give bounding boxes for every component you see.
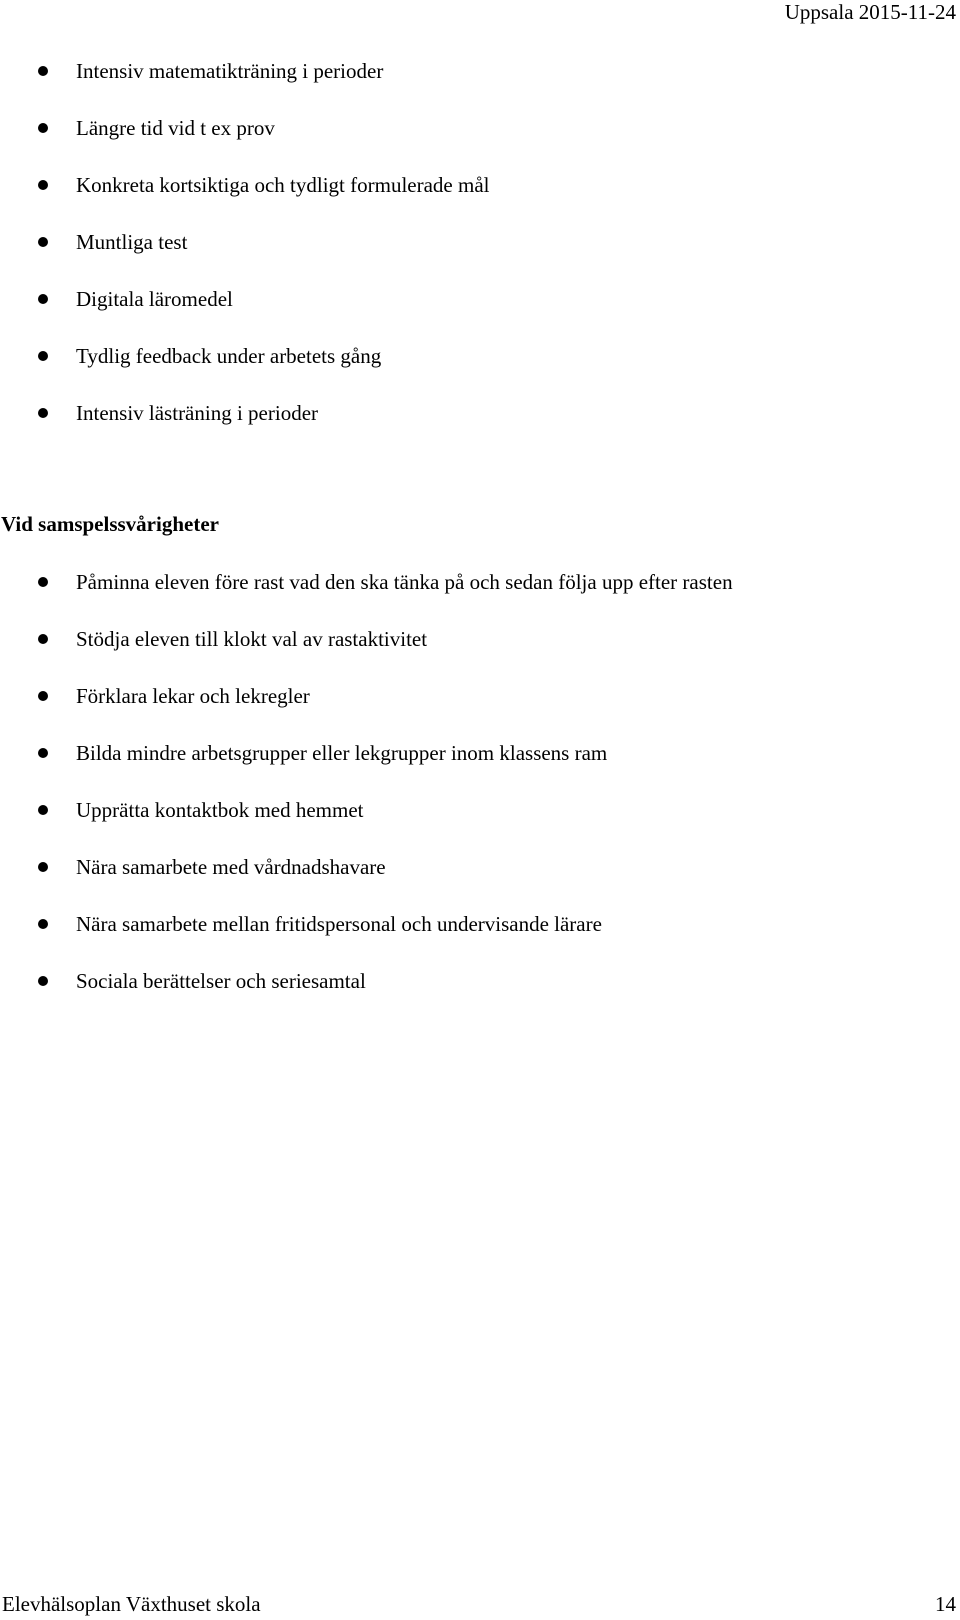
list-item-text: Digitala läromedel — [76, 287, 233, 311]
list-item — [0, 969, 960, 1026]
list-item-text: Upprätta kontaktbok med hemmet — [76, 798, 364, 822]
list-item-text: Muntliga test — [76, 230, 188, 254]
bullet-icon — [38, 805, 48, 815]
list-item — [0, 570, 960, 627]
list-item — [0, 798, 960, 855]
list-item — [0, 230, 960, 287]
list-item-text: Påminna eleven före rast vad den ska tänka på och sedan följa upp efter rasten — [76, 570, 733, 594]
bullet-icon — [38, 237, 48, 247]
list-item-text: Intensiv matematikträning i perioder — [76, 59, 384, 83]
bullet-icon — [38, 691, 48, 701]
list-item-text: Sociala berättelser och seriesamtal — [76, 969, 366, 993]
list-item-text: Förklara lekar och lekregler — [76, 684, 310, 708]
support-measures-list — [0, 59, 960, 458]
list-item — [0, 912, 960, 969]
list-item-text: Tydlig feedback under arbetets gång — [76, 344, 382, 368]
list-item — [0, 344, 960, 401]
bullet-icon — [38, 577, 48, 587]
page-footer — [0, 1592, 960, 1616]
bullet-icon — [38, 919, 48, 929]
list-item-text: Nära samarbete med vårdnadshavare — [76, 855, 386, 879]
section-heading: Vid samspelssvårigheter — [1, 512, 219, 536]
bullet-icon — [38, 66, 48, 76]
list-item-text: Nära samarbete mellan fritidspersonal och undervisande lärare — [76, 912, 602, 936]
list-item — [0, 173, 960, 230]
footer-document-title: Elevhälsoplan Växthuset skola — [2, 1592, 261, 1616]
list-item — [0, 116, 960, 173]
list-item — [0, 684, 960, 741]
list-item — [0, 287, 960, 344]
bullet-icon — [38, 294, 48, 304]
list-item — [0, 855, 960, 912]
list-item-text: Stödja eleven till klokt val av rastaktivitet — [76, 627, 428, 651]
list-item — [0, 401, 960, 458]
bullet-icon — [38, 976, 48, 986]
bullet-icon — [38, 180, 48, 190]
bullet-icon — [38, 123, 48, 133]
bullet-icon — [38, 748, 48, 758]
footer-page-number: 14 — [935, 1592, 956, 1616]
list-item — [0, 741, 960, 798]
page-header-date: Uppsala 2015-11-24 — [784, 0, 956, 24]
interaction-difficulties-list — [0, 570, 960, 1026]
bullet-icon — [38, 862, 48, 872]
list-item-text: Konkreta kortsiktiga och tydligt formulerade mål — [76, 173, 490, 197]
list-item-text: Längre tid vid t ex prov — [76, 116, 275, 140]
bullet-icon — [38, 351, 48, 361]
bullet-icon — [38, 634, 48, 644]
bullet-icon — [38, 408, 48, 418]
list-item-text: Bilda mindre arbetsgrupper eller lekgrupper inom klassens ram — [76, 741, 608, 765]
list-item-text: Intensiv lästräning i perioder — [76, 401, 319, 425]
list-item — [0, 59, 960, 116]
list-item — [0, 627, 960, 684]
